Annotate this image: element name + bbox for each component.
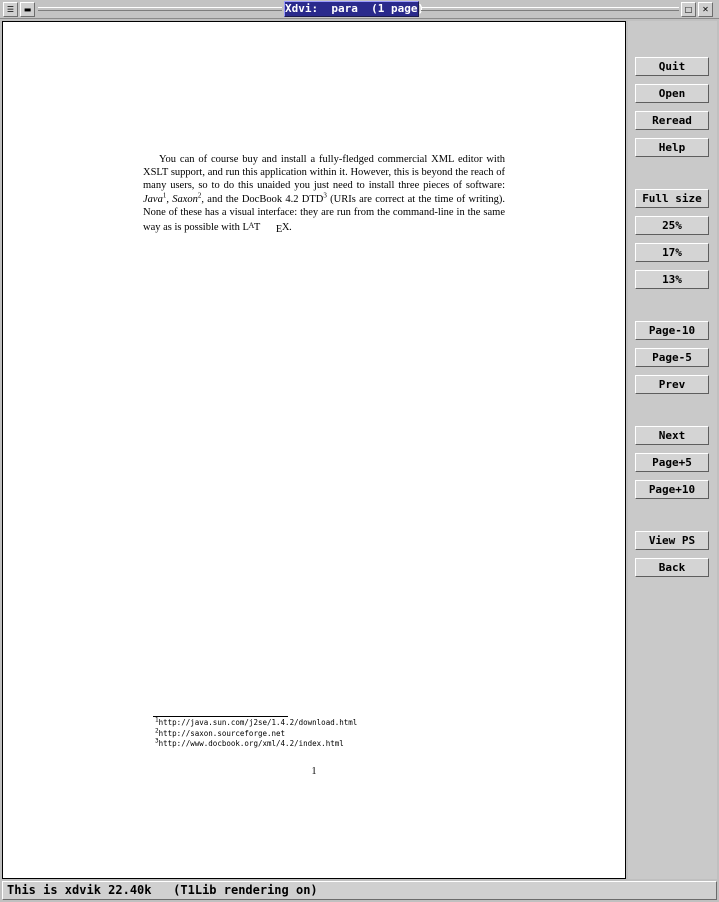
- footnote-list: [155, 718, 485, 750]
- reread-button[interactable]: Reread: [635, 111, 709, 130]
- help-button[interactable]: Help: [635, 138, 709, 157]
- paragraph-tail-end: .: [289, 222, 292, 234]
- footnote-ref-1: 1: [162, 191, 167, 200]
- titlebar-rail-left: [38, 7, 282, 11]
- sep-after-java: ,: [166, 193, 173, 205]
- term-saxon: Saxon: [172, 193, 198, 205]
- zoom-25-button[interactable]: 25%: [635, 216, 709, 235]
- text-after-saxon: , and the DocBook 4.2 DTD: [201, 193, 324, 205]
- page-canvas: [3, 22, 625, 878]
- maximize-button[interactable]: [681, 2, 696, 17]
- next-button[interactable]: Next: [635, 426, 709, 445]
- window-menu-button[interactable]: [3, 2, 18, 17]
- page-minus-10-button[interactable]: Page-10: [635, 321, 709, 340]
- document-paragraph: [143, 153, 505, 234]
- iconify-icon: ▬: [23, 4, 32, 14]
- footnote-text: http://saxon.sourceforge.net: [158, 728, 286, 738]
- paragraph-rest: with XSLT support, and run this application within it. However, this is beyond the reach of many users, so to do this unaided you just need to install three pieces of software:: [143, 154, 506, 192]
- open-button[interactable]: Open: [635, 84, 709, 103]
- footnote-marker: 1: [155, 716, 159, 724]
- quit-button[interactable]: Quit: [635, 57, 709, 76]
- page-plus-10-button[interactable]: Page+10: [635, 480, 709, 499]
- titlebar-rail-right: [421, 7, 679, 11]
- window-menu-icon: ☰: [6, 4, 15, 14]
- footnote-item: [155, 729, 485, 740]
- iconify-button[interactable]: [20, 2, 35, 17]
- close-icon: ✕: [702, 4, 709, 14]
- title-bar: [0, 0, 719, 19]
- control-panel: [628, 21, 717, 879]
- client-area: [0, 19, 719, 902]
- footnote-separator: [153, 716, 288, 717]
- footnote-item: [155, 739, 485, 750]
- page-number: 1: [311, 766, 317, 777]
- maximize-icon: □: [684, 4, 693, 14]
- window-title: Xdvi: para (1 page): [285, 2, 425, 15]
- term-java: Java: [143, 193, 163, 205]
- footnote-ref-3: 3: [323, 191, 327, 200]
- close-button[interactable]: [698, 2, 713, 17]
- latex-logo: LAT EX: [242, 221, 290, 236]
- footnote-item: [155, 718, 485, 729]
- footnote-text: http://java.sun.com/j2se/1.4.2/download.html: [158, 718, 358, 727]
- zoom-13-button[interactable]: 13%: [635, 270, 709, 289]
- status-bar: This is xdvik 22.40k (T1Lib rendering on): [2, 881, 717, 900]
- page-minus-5-button[interactable]: Page-5: [635, 348, 709, 367]
- view-ps-button[interactable]: View PS: [635, 531, 709, 550]
- footnote-marker: 3: [155, 737, 159, 745]
- prev-button[interactable]: Prev: [635, 375, 709, 394]
- full-size-button[interactable]: Full size: [635, 189, 709, 208]
- back-button[interactable]: Back: [635, 558, 709, 577]
- footnote-text: http://www.docbook.org/xml/4.2/index.html: [158, 739, 344, 748]
- page-plus-5-button[interactable]: Page+5: [635, 453, 709, 472]
- zoom-17-button[interactable]: 17%: [635, 243, 709, 262]
- footnote-marker: 2: [155, 727, 159, 734]
- dvi-page-view[interactable]: [2, 21, 626, 879]
- paragraph-line-1: You can of course buy and install a fully-fledged commercial XML editor: [159, 154, 483, 165]
- footnote-ref-2: 2: [197, 191, 202, 200]
- paragraph-tail: (URIs are correct at the time of writing). None of these has a visual interface: they are run from the command-line in the same way as is possible with: [143, 193, 505, 234]
